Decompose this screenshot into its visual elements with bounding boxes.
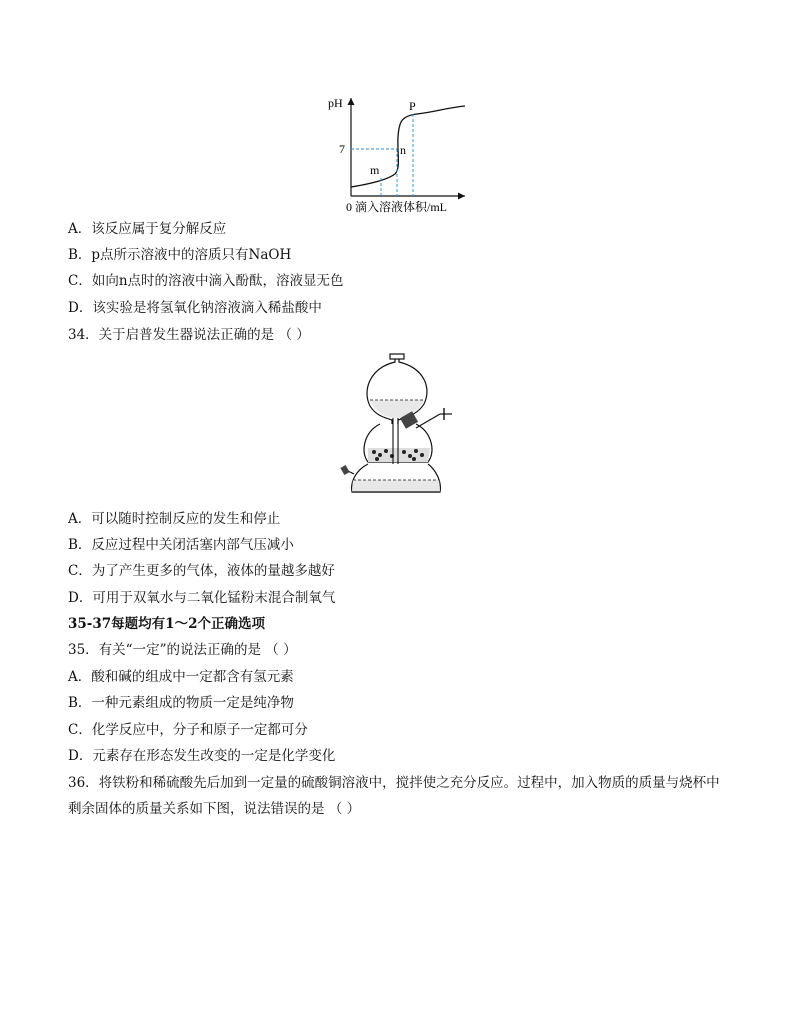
q34-option-c: C．为了产生更多的气体，液体的量越多越好	[68, 563, 335, 579]
q35-option-d: D．元素存在形态发生改变的一定是化学变化	[68, 748, 336, 764]
q36-stem-line1: 36．将铁粉和稀硫酸先后加到一定量的硫酸铜溶液中，搅拌使之充分反应。过程中，加入物质的质量与烧杯中	[68, 775, 720, 791]
q36-stem-line2: 剩余固体的质量关系如下图，说法错误的是 （ ）	[68, 801, 361, 817]
point-m-label: m	[370, 163, 380, 177]
ph-titration-graph	[325, 92, 475, 216]
q33-option-a: A．该反应属于复分解反应	[68, 221, 227, 237]
q34-option-d: D．可用于双氧水与二氧化锰粉末混合制氧气	[68, 590, 336, 606]
q35-option-c: C．化学反应中，分子和原子一定都可分	[68, 722, 308, 738]
q35-stem: 35．有关“一定”的说法正确的是 （ ）	[68, 642, 297, 658]
q35-option-b: B．一种元素组成的物质一定是纯净物	[68, 695, 294, 711]
kipp-generator-illustration	[340, 352, 460, 502]
point-p-label: P	[409, 99, 416, 113]
ph7-label: 7	[339, 142, 345, 156]
q33-option-d: D．该实验是将氢氧化钠溶液滴入稀盐酸中	[68, 300, 322, 316]
q33-option-c: C．如向n点时的溶液中滴入酚酞，溶液显无色	[68, 273, 344, 289]
y-axis-label: pH	[328, 96, 343, 110]
section-note: 35-37每题均有1～2个正确选项	[68, 616, 265, 632]
ph-curve	[351, 106, 465, 187]
q33-option-b: B．p点所示溶液中的溶质只有NaOH	[68, 247, 292, 263]
point-n-label: n	[400, 143, 406, 157]
x-axis-label: 0 滴入溶液体积/mL	[346, 200, 447, 214]
q34-option-b: B．反应过程中关闭活塞内部气压减小	[68, 537, 294, 553]
q35-option-a: A．酸和碱的组成中一定都含有氢元素	[68, 669, 294, 685]
q34-stem: 34．关于启普发生器说法正确的是 （ ）	[68, 327, 310, 343]
q34-option-a: A．可以随时控制反应的发生和停止	[68, 511, 281, 527]
